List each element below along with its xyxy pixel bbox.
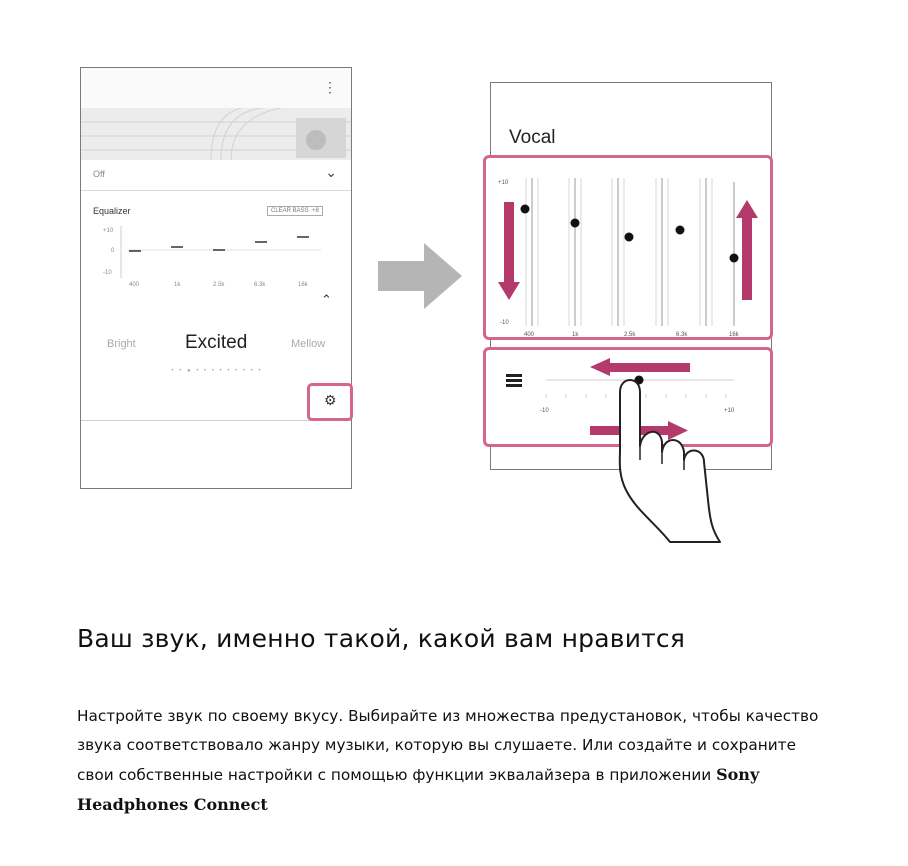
eq-band-0: 400 [524,332,535,337]
app-top-bar [81,68,351,108]
section-heading: Ваш звук, именно такой, какой вам нравится [77,624,686,653]
eq-knob-1k [571,219,580,228]
hand-pointer-icon [600,360,740,545]
arrow-up-icon [736,200,758,300]
app-screenshot-main [80,67,352,489]
mini-eq-band-4: 16k [298,282,308,288]
sound-mode-bright[interactable]: Bright [107,338,136,350]
equalizer-highlight [483,155,773,340]
clear-bass-max: +10 [724,408,735,414]
sound-preset-dropdown[interactable] [81,160,351,191]
mini-eq-scale-top: +10 [103,228,114,234]
eq-band-4: 16k [729,332,739,337]
eq-knob-6.3k [676,226,685,235]
eq-knob-16k [730,254,739,263]
sound-mode-excited[interactable]: Excited [185,332,248,353]
arrow-right-icon [378,243,462,309]
eq-scale-top: +10 [498,180,509,186]
eq-knob-400 [521,205,530,214]
eq-knob-2.5k [625,233,634,242]
app-name-link: Sony Headphones Connect [77,765,760,814]
equalizer-title: Equalizer [93,206,131,216]
sound-mode-mellow[interactable]: Mellow [291,338,326,350]
gear-icon[interactable]: ⚙ [324,392,337,408]
arrow-down-icon [498,202,520,300]
clear-bass-chip[interactable] [267,206,323,216]
mini-eq-band-3: 6.3k [254,282,266,288]
carousel-page-dots: • • ● • • • • • • • • • [171,368,263,374]
clear-bass-min: -10 [540,408,549,414]
settings-highlight[interactable] [307,383,353,421]
eq-band-2: 2.5k [624,332,636,337]
mini-eq-band-0: 400 [129,282,140,288]
chevron-up-icon[interactable]: ⌃ [321,292,332,307]
sound-mode-carousel[interactable] [81,326,351,366]
headphones-banner-image [81,108,351,160]
equalizer-panel [81,196,351,316]
mini-eq-band-1: 1k [174,282,181,288]
mini-eq-band-2: 2.5k [213,282,225,288]
dropdown-value: Off [93,169,105,179]
section-description [77,702,837,820]
mini-eq-scale-bottom: -10 [103,270,112,276]
chevron-down-icon[interactable]: ⌄ [325,164,337,180]
clear-bass-value: +8 [312,208,319,214]
eq-band-3: 6.3k [676,332,688,337]
eq-scale-bottom: -10 [500,320,509,326]
mini-eq-chart [81,220,351,290]
preset-name: Vocal [509,127,556,148]
clear-bass-label: CLEAR BASS [271,208,309,214]
equalizer-sliders[interactable] [486,158,770,337]
description-body: Настройте звук по своему вкусу. Выбирайте из множества предустановок, чтобы качество звука соответствовало жанру музыки, которую вы слушаете. Или создайте и сохраните свои собственные настройки с помощью функции эквалайзера в приложении [77,707,819,784]
mini-eq-scale-mid: 0 [111,248,115,254]
eq-band-1: 1k [572,332,579,337]
clear-bass-icon [506,374,522,387]
kebab-menu-icon[interactable]: ⋮ [323,79,337,95]
